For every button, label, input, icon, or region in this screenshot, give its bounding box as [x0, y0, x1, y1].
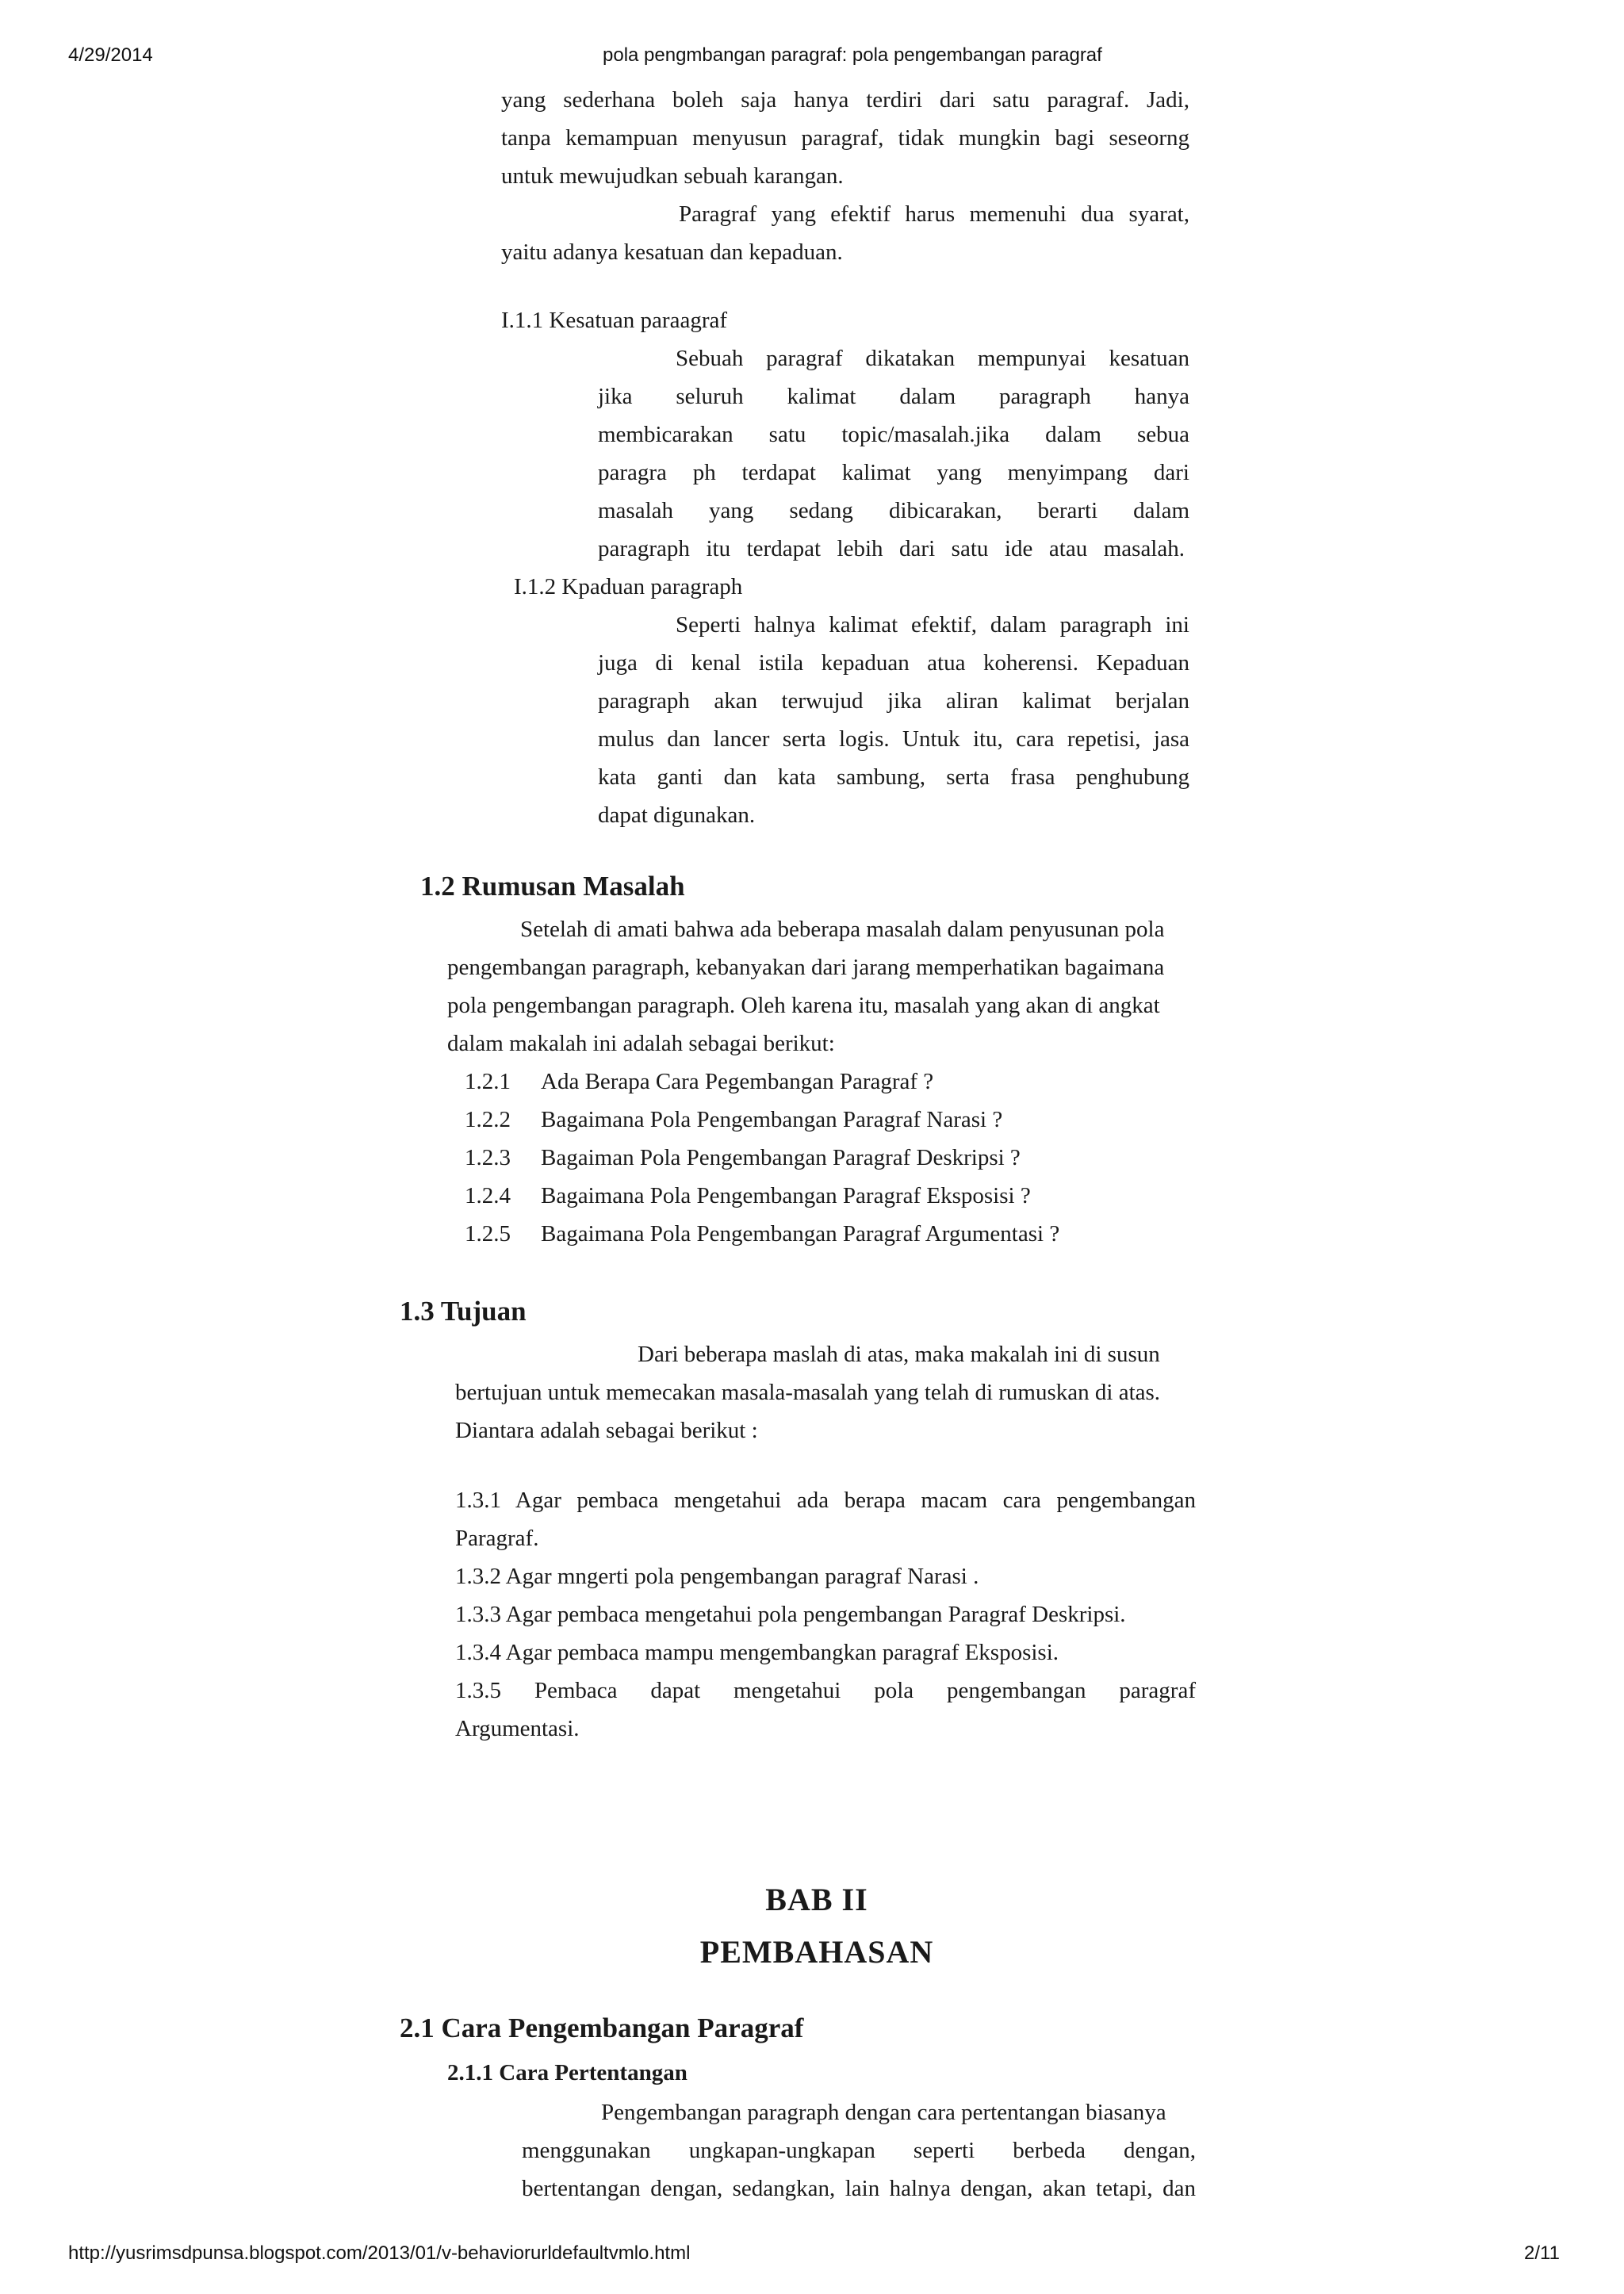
kepaduan-line-1: Seperti halnya kalimat efektif, dalam paragraph ini	[676, 612, 1189, 638]
list-item: 1.2.1 Ada Berapa Cara Pegembangan Paragraf ?	[465, 1069, 934, 1094]
kepaduan-line-2: juga di kenal istila kepaduan atua koherensi. Kepaduan	[598, 650, 1189, 676]
source-url: http://yusrimsdpunsa.blogspot.com/2013/01/v-behaviorurldefaultvmlo.html	[68, 2242, 691, 2264]
tujuan-line-2: bertujuan untuk memecakan masala-masalah yang telah di rumuskan di atas.	[455, 1380, 1161, 1405]
tujuan-item: 1.3.1 Agar pembaca mengetahui ada berapa macam cara pengembangan	[455, 1488, 1196, 1513]
pertentangan-line-2: menggunakan ungkapan-ungkapan seperti berbeda dengan,	[522, 2138, 1196, 2163]
subheading-kesatuan: I.1.1 Kesatuan paraagraf	[501, 308, 728, 333]
pertentangan-line-3: bertentangan dengan, sedangkan, lain halnya dengan, akan tetapi, dan	[522, 2176, 1196, 2201]
intro-line-1: yang sederhana boleh saja hanya terdiri dari satu paragraf. Jadi,	[501, 87, 1189, 113]
chapter-number: BAB II	[765, 1882, 868, 1917]
subheading-kepaduan: I.1.2 Kpaduan paragraph	[514, 574, 743, 599]
rumusan-line-3: pola pengembangan paragraph. Oleh karena itu, masalah yang akan di angkat	[447, 993, 1160, 1018]
kesatuan-line-2: jika seluruh kalimat dalam paragraph hanya	[598, 384, 1189, 409]
list-item: 1.2.3 Bagaiman Pola Pengembangan Paragraf Deskripsi ?	[465, 1145, 1021, 1170]
kesatuan-line-4: paragra ph terdapat kalimat yang menyimpang dari	[598, 460, 1189, 485]
tujuan-line-3: Diantara adalah sebagai berikut :	[455, 1418, 758, 1443]
kesatuan-line-3: membicarakan satu topic/masalah.jika dalam sebua	[598, 422, 1189, 447]
rumusan-line-1: Setelah di amati bahwa ada beberapa masalah dalam penyusunan pola	[520, 917, 1165, 942]
kepaduan-line-5: kata ganti dan kata sambung, serta frasa penghubung	[598, 764, 1189, 790]
kesatuan-line-1: Sebuah paragraf dikatakan mempunyai kesatuan	[676, 346, 1189, 371]
chapter-title: PEMBAHASAN	[699, 1934, 934, 1970]
tujuan-item: 1.3.4 Agar pembaca mampu mengembangkan paragraf Eksposisi.	[455, 1640, 1059, 1665]
kesatuan-line-6: paragraph itu terdapat lebih dari satu ide atau masalah.	[598, 536, 1185, 561]
kesatuan-line-5: masalah yang sedang dibicarakan, berarti dalam	[598, 498, 1189, 523]
intro-line-3: untuk mewujudkan sebuah karangan.	[501, 163, 844, 189]
tujuan-item: 1.3.5 Pembaca dapat mengetahui pola pengembangan paragraf	[455, 1678, 1196, 1703]
list-item: 1.2.2 Bagaimana Pola Pengembangan Paragraf Narasi ?	[465, 1107, 1003, 1132]
tujuan-item: Argumentasi.	[455, 1716, 580, 1741]
subheading-cara-pertentangan: 2.1.1 Cara Pertentangan	[447, 2060, 688, 2085]
heading-cara-pengembangan: 2.1 Cara Pengembangan Paragraf	[400, 2013, 804, 2043]
tujuan-line-1: Dari beberapa maslah di atas, maka makalah ini di susun	[638, 1342, 1160, 1367]
pertentangan-line-1: Pengembangan paragraph dengan cara pertentangan biasanya	[601, 2100, 1166, 2125]
heading-rumusan-masalah: 1.2 Rumusan Masalah	[420, 871, 685, 902]
rumusan-line-2: pengembangan paragraph, kebanyakan dari jarang memperhatikan bagaimana	[447, 955, 1165, 980]
kepaduan-line-4: mulus dan lancer serta logis. Untuk itu, cara repetisi, jasa	[598, 726, 1189, 752]
intro-line-5: yaitu adanya kesatuan dan kepaduan.	[501, 239, 843, 265]
heading-tujuan: 1.3 Tujuan	[400, 1296, 527, 1327]
tujuan-item: 1.3.2 Agar mngerti pola pengembangan paragraf Narasi .	[455, 1564, 979, 1589]
tujuan-item: 1.3.3 Agar pembaca mengetahui pola pengembangan Paragraf Deskripsi.	[455, 1602, 1126, 1627]
intro-line-4: Paragraf yang efektif harus memenuhi dua syarat,	[679, 201, 1189, 227]
print-date: 4/29/2014	[68, 44, 153, 66]
print-title: pola pengmbangan paragraf: pola pengembangan paragraf	[603, 44, 1102, 66]
list-item: 1.2.5 Bagaimana Pola Pengembangan Paragraf Argumentasi ?	[465, 1221, 1060, 1247]
intro-line-2: tanpa kemampuan menyusun paragraf, tidak mungkin bagi seseorng	[501, 125, 1189, 151]
page-number: 2/11	[1524, 2242, 1560, 2264]
tujuan-item: Paragraf.	[455, 1526, 539, 1551]
list-item: 1.2.4 Bagaimana Pola Pengembangan Paragraf Eksposisi ?	[465, 1183, 1031, 1208]
kepaduan-line-3: paragraph akan terwujud jika aliran kalimat berjalan	[598, 688, 1189, 714]
rumusan-line-4: dalam makalah ini adalah sebagai berikut:	[447, 1031, 835, 1056]
kepaduan-line-6: dapat digunakan.	[598, 802, 756, 828]
